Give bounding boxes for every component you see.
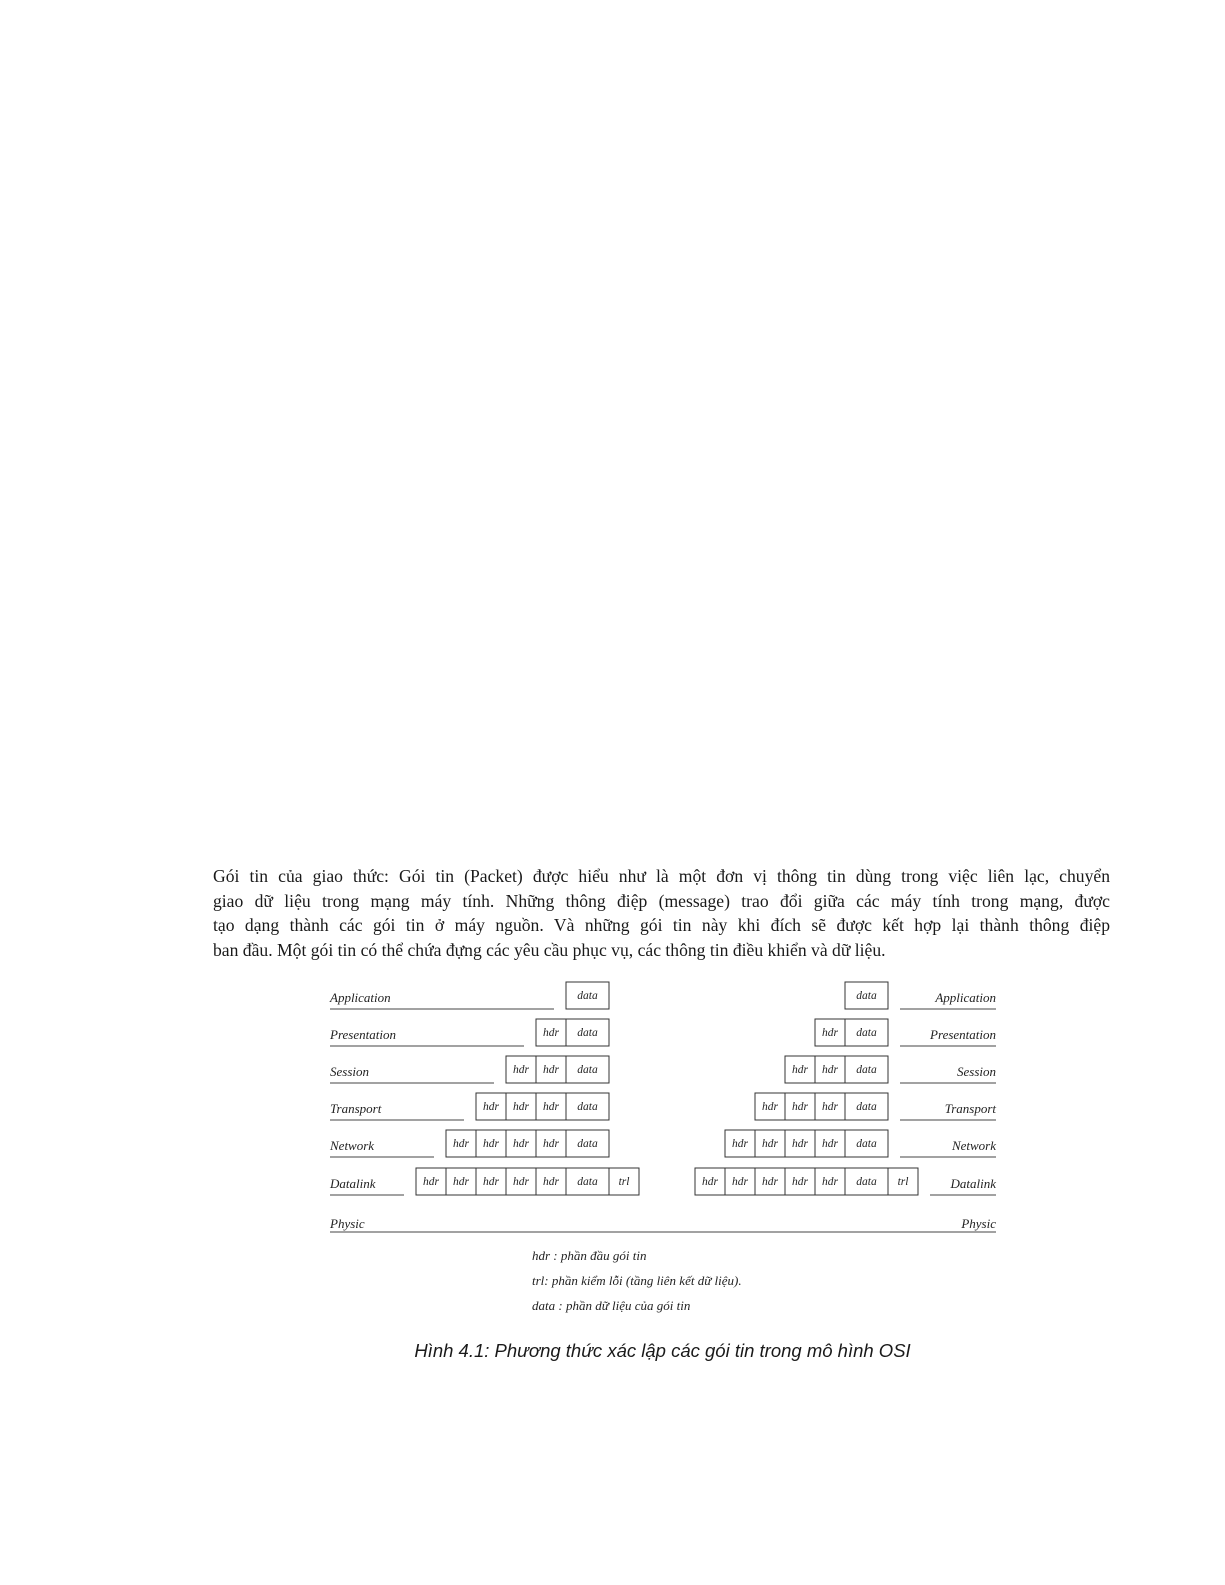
hdr-cell bbox=[755, 1093, 785, 1120]
hdr-cell-label: hdr bbox=[702, 1176, 718, 1188]
paragraph-line: ban đầu. Một gói tin có thể chứa đựng các yêu cầu phục vụ, các thông tin điều khiển và dữ liệu. bbox=[213, 939, 886, 960]
layer-label-right: Network bbox=[951, 1138, 996, 1153]
data-cell-label: data bbox=[577, 1101, 598, 1113]
hdr-cell-label: hdr bbox=[822, 1027, 838, 1039]
data-cell bbox=[845, 982, 888, 1009]
hdr-cell bbox=[785, 1056, 815, 1083]
hdr-cell bbox=[506, 1130, 536, 1157]
data-cell-label: data bbox=[856, 1027, 877, 1039]
layer-label-left: Network bbox=[330, 1138, 375, 1153]
layer-label-left: Session bbox=[330, 1064, 369, 1079]
legend bbox=[532, 1248, 742, 1313]
data-cell-label: data bbox=[856, 1064, 877, 1076]
hdr-cell bbox=[536, 1130, 566, 1157]
legend-item: hdr : phần đầu gói tin bbox=[532, 1248, 647, 1263]
layer-label-left: Transport bbox=[330, 1101, 382, 1116]
hdr-cell bbox=[506, 1093, 536, 1120]
hdr-cell bbox=[476, 1093, 506, 1120]
hdr-cell-label: hdr bbox=[792, 1138, 808, 1150]
data-cell bbox=[566, 1019, 609, 1046]
paragraph-line: giao dữ liệu trong mạng máy tính. Những thông điệp (message) trao đổi giữa các máy tính trong mạng, được bbox=[213, 890, 1110, 911]
hdr-cell bbox=[785, 1093, 815, 1120]
data-cell-label: data bbox=[577, 1027, 598, 1039]
hdr-cell bbox=[536, 1019, 566, 1046]
data-cell-label: data bbox=[577, 1064, 598, 1076]
data-cell bbox=[845, 1056, 888, 1083]
layer-label-right: Presentation bbox=[930, 1027, 996, 1042]
physic-label-right: Physic bbox=[961, 1216, 996, 1231]
hdr-cell bbox=[536, 1056, 566, 1083]
hdr-cell-label: hdr bbox=[792, 1064, 808, 1076]
data-cell bbox=[566, 1093, 609, 1120]
sender-stack bbox=[329, 982, 639, 1195]
hdr-cell bbox=[755, 1168, 785, 1195]
receiver-stack bbox=[695, 982, 996, 1195]
layer-label-left: Presentation bbox=[330, 1027, 396, 1042]
hdr-cell-label: hdr bbox=[513, 1101, 529, 1113]
hdr-cell-label: hdr bbox=[732, 1176, 748, 1188]
hdr-cell bbox=[815, 1019, 845, 1046]
hdr-cell bbox=[506, 1056, 536, 1083]
data-cell bbox=[845, 1130, 888, 1157]
hdr-cell bbox=[725, 1130, 755, 1157]
trl-cell-label: trl bbox=[897, 1176, 909, 1188]
hdr-cell bbox=[815, 1168, 845, 1195]
hdr-cell bbox=[755, 1130, 785, 1157]
data-cell bbox=[566, 1056, 609, 1083]
figure-caption bbox=[0, 1340, 1225, 1362]
layer-label-right: Session bbox=[957, 1064, 996, 1079]
legend-item: trl: phần kiểm lỗi (tầng liên kết dữ liệu). bbox=[532, 1273, 742, 1288]
hdr-cell bbox=[695, 1168, 725, 1195]
layer-label-right: Transport bbox=[944, 1101, 996, 1116]
hdr-cell-label: hdr bbox=[792, 1101, 808, 1113]
layer-label-left: Application bbox=[330, 990, 391, 1005]
hdr-cell-label: hdr bbox=[762, 1138, 778, 1150]
hdr-cell-label: hdr bbox=[732, 1138, 748, 1150]
hdr-cell bbox=[785, 1168, 815, 1195]
data-cell bbox=[845, 1093, 888, 1120]
hdr-cell-label: hdr bbox=[822, 1138, 838, 1150]
hdr-cell-label: hdr bbox=[543, 1138, 559, 1150]
hdr-cell bbox=[815, 1093, 845, 1120]
hdr-cell bbox=[536, 1168, 566, 1195]
hdr-cell-label: hdr bbox=[822, 1064, 838, 1076]
physical-layer bbox=[329, 1216, 996, 1232]
hdr-cell-label: hdr bbox=[513, 1064, 529, 1076]
data-cell-label: data bbox=[856, 1138, 877, 1150]
hdr-cell bbox=[446, 1168, 476, 1195]
hdr-cell-label: hdr bbox=[513, 1176, 529, 1188]
trl-cell bbox=[888, 1168, 918, 1195]
paragraph-line: tạo dạng thành các gói tin ở máy nguồn. Và những gói tin này khi đích sẽ được kết hợp lại thành thông điệp bbox=[213, 915, 1110, 935]
hdr-cell bbox=[815, 1130, 845, 1157]
hdr-cell bbox=[506, 1168, 536, 1195]
hdr-cell-label: hdr bbox=[453, 1176, 469, 1188]
hdr-cell-label: hdr bbox=[483, 1138, 499, 1150]
hdr-cell bbox=[416, 1168, 446, 1195]
data-cell bbox=[566, 982, 609, 1009]
hdr-cell-label: hdr bbox=[513, 1138, 529, 1150]
layer-label-right: Datalink bbox=[950, 1176, 996, 1191]
hdr-cell-label: hdr bbox=[453, 1138, 469, 1150]
figure-caption-text: Hình 4.1: Phương thức xác lập các gói tin trong mô hình OSI bbox=[414, 1340, 911, 1361]
layer-label-right: Application bbox=[935, 990, 996, 1005]
data-cell-label: data bbox=[856, 990, 877, 1002]
hdr-cell-label: hdr bbox=[483, 1101, 499, 1113]
data-cell bbox=[845, 1168, 888, 1195]
hdr-cell-label: hdr bbox=[822, 1176, 838, 1188]
physic-label-left: Physic bbox=[330, 1216, 365, 1231]
hdr-cell bbox=[725, 1168, 755, 1195]
hdr-cell-label: hdr bbox=[483, 1176, 499, 1188]
hdr-cell-label: hdr bbox=[423, 1176, 439, 1188]
hdr-cell bbox=[476, 1130, 506, 1157]
trl-cell-label: trl bbox=[618, 1176, 630, 1188]
hdr-cell bbox=[815, 1056, 845, 1083]
hdr-cell-label: hdr bbox=[762, 1101, 778, 1113]
data-cell-label: data bbox=[856, 1176, 877, 1188]
hdr-cell bbox=[446, 1130, 476, 1157]
data-cell-label: data bbox=[577, 990, 598, 1002]
data-cell bbox=[845, 1019, 888, 1046]
data-cell bbox=[566, 1168, 609, 1195]
hdr-cell-label: hdr bbox=[762, 1176, 778, 1188]
hdr-cell bbox=[785, 1130, 815, 1157]
hdr-cell-label: hdr bbox=[543, 1064, 559, 1076]
paragraph-line: Gói tin của giao thức: Gói tin (Packet) được hiểu như là một đơn vị thông tin dùng trong việc liên lạc, chuyển bbox=[213, 866, 1110, 886]
layer-label-left: Datalink bbox=[330, 1176, 376, 1191]
data-cell bbox=[566, 1130, 609, 1157]
data-cell-label: data bbox=[856, 1101, 877, 1113]
data-cell-label: data bbox=[577, 1138, 598, 1150]
legend-item: data : phần dữ liệu của gói tin bbox=[532, 1298, 691, 1313]
trl-cell bbox=[609, 1168, 639, 1195]
hdr-cell bbox=[536, 1093, 566, 1120]
hdr-cell-label: hdr bbox=[792, 1176, 808, 1188]
data-cell-label: data bbox=[577, 1176, 598, 1188]
hdr-cell bbox=[476, 1168, 506, 1195]
hdr-cell-label: hdr bbox=[543, 1101, 559, 1113]
hdr-cell-label: hdr bbox=[543, 1027, 559, 1039]
hdr-cell-label: hdr bbox=[822, 1101, 838, 1113]
hdr-cell-label: hdr bbox=[543, 1176, 559, 1188]
